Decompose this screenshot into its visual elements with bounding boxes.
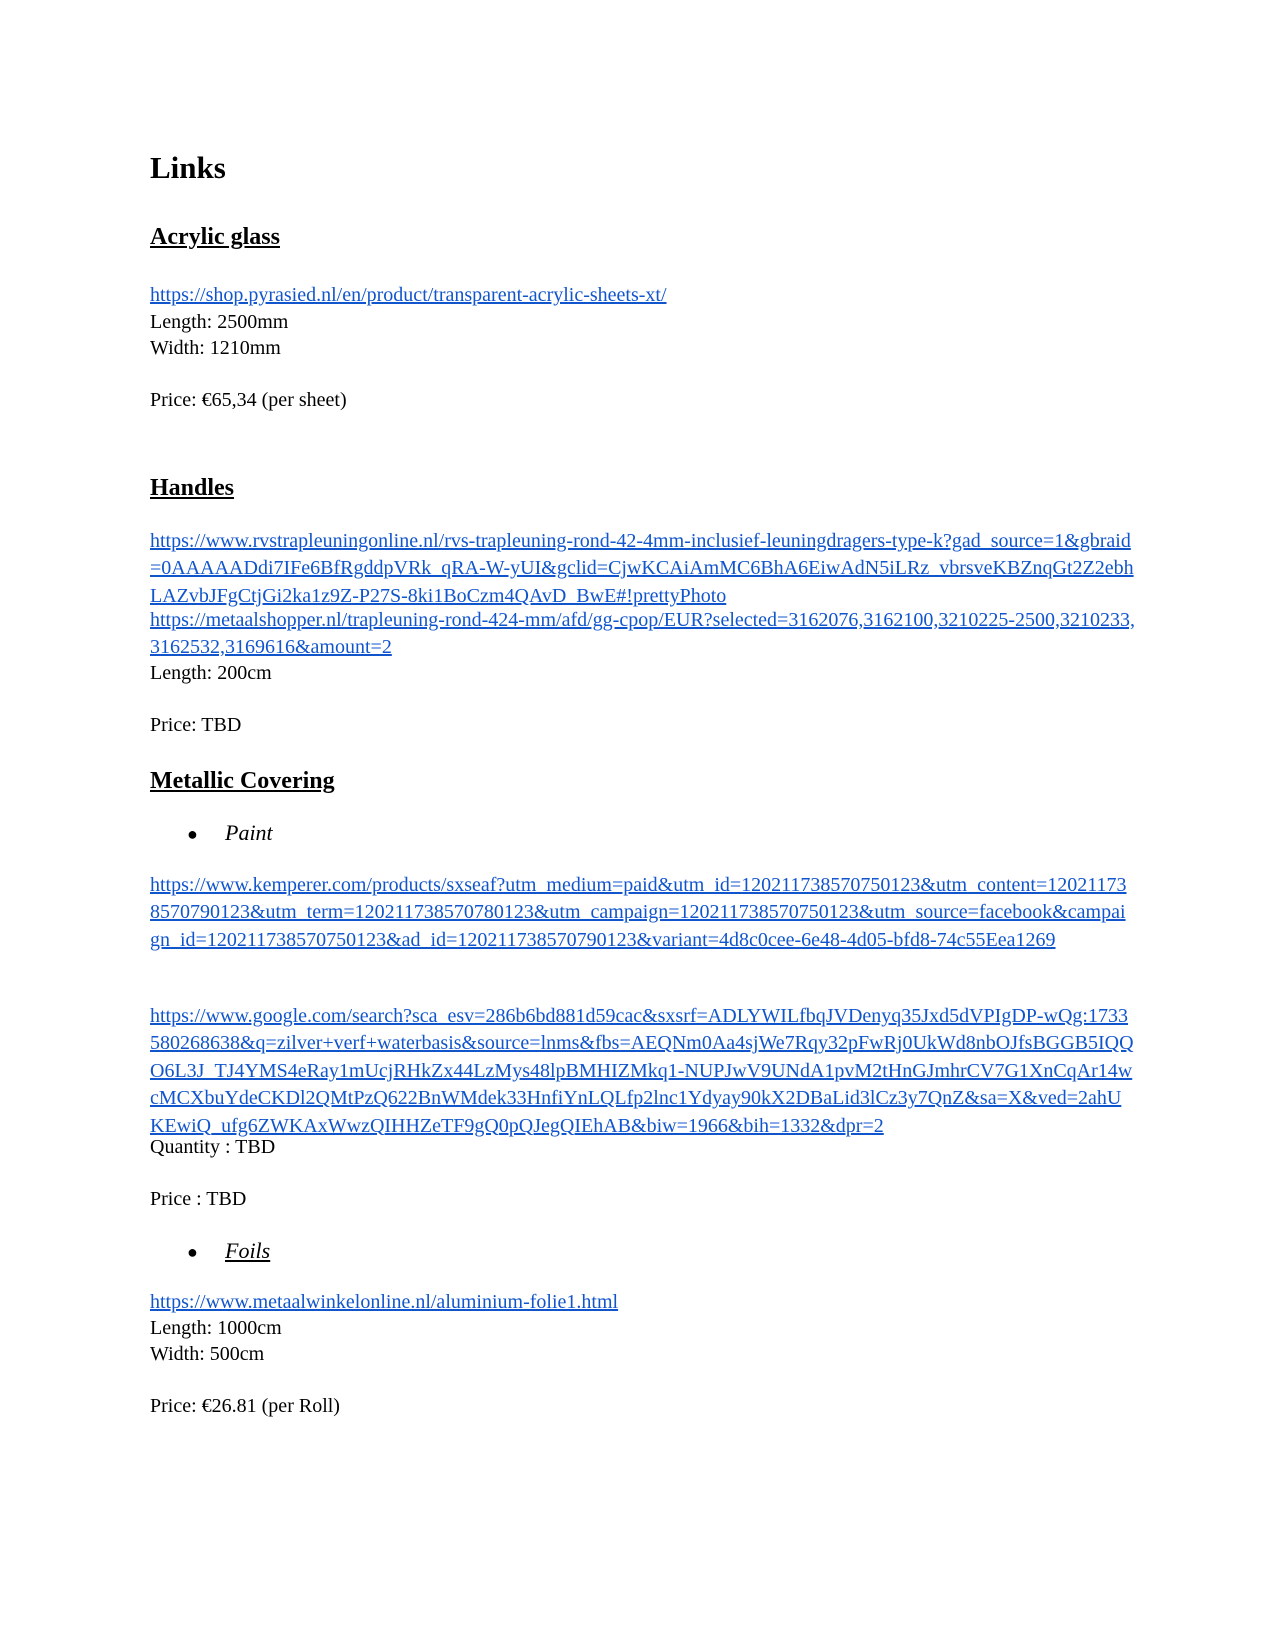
- handles-length: Length: 200cm: [150, 662, 272, 684]
- bullet-foils-label: Foils: [225, 1238, 271, 1263]
- paint-price: Price : TBD: [150, 1188, 247, 1210]
- paint-quantity: Quantity : TBD: [150, 1136, 276, 1158]
- foils-length: Length: 1000cm: [150, 1317, 282, 1339]
- foils-link[interactable]: https://www.metaalwinkelonline.nl/aluminium-folie1.html: [150, 1291, 619, 1313]
- bullet-dot-icon: ●: [187, 1242, 198, 1262]
- page-title: Links: [150, 150, 226, 185]
- section-heading-handles: Handles: [150, 475, 235, 501]
- section-heading-acrylic-glass: Acrylic glass: [150, 224, 280, 250]
- bullet-paint-label: Paint: [225, 820, 273, 845]
- bullet-paint: [187, 818, 273, 849]
- section-heading-metallic-covering: Metallic Covering: [150, 768, 335, 794]
- acrylic-glass-width: Width: 1210mm: [150, 337, 281, 359]
- paint-link-1[interactable]: https://www.kemperer.com/products/sxseaf?utm_medium=paid&utm_id=120211738570750123&utm_content=120211738570790123&utm_term=120211738570780123&utm_campaign=120211738570750123&utm_source=facebook&campaign_id=120211738570750123&ad_id=120211738570790123&variant=4d8c0cee-6e48-4d05-bfd8-74c55Eea1269: [150, 874, 1127, 951]
- bullet-foils: [187, 1236, 270, 1267]
- paint-link-2[interactable]: https://www.google.com/search?sca_esv=286b6bd881d59cac&sxsrf=ADLYWILfbqJVDenyq35Jxd5dVPIgDP-wQg:1733580268638&q=zilver+verf+waterbasis&source=lnms&fbs=AEQNm0Aa4sjWe7Rqy32pFwRj0UkWd8nbOJfsBGGB5IQQO6L3J_TJ4YMS4eRay1mUcjRHkZx44LzMys48lpBMHIZMkq1-NUPJwV9UNdA1pvM2tHnGJmhrCV7G1XnCqAr14wcMCXbuYdeCKDl2QMtPzQ622BnWMdek33HnfiYnLQLfp2lnc1Ydyay90kX2DBaLid3lCz3y7QnZ&sa=X&ved=2ahUKEwiQ_ufg6ZWKAxWwzQIHHZeTF9gQ0pQJegQIEhAB&biw=1966&bih=1332&dpr=2: [150, 1005, 1134, 1137]
- bullet-dot-icon: ●: [187, 824, 198, 844]
- foils-width: Width: 500cm: [150, 1343, 265, 1365]
- handles-link-1[interactable]: https://www.rvstrapleuningonline.nl/rvs-trapleuning-rond-42-4mm-inclusief-leuningdragers-type-k?gad_source=1&gbraid=0AAAAADdi7IFe6BfRgddpVRk_qRA-W-yUI&gclid=CjwKCAiAmMC6BhA6EiwAdN5iLRz_vbrsveKBZnqGt2Z2ebhLAZvbJFgCtjGi2ka1z9Z-P27S-8ki1BoCzm4QAvD_BwE#!prettyPhoto: [150, 530, 1134, 607]
- handles-price: Price: TBD: [150, 714, 242, 736]
- foils-price: Price: €26.81 (per Roll): [150, 1395, 340, 1417]
- handles-link-2[interactable]: https://metaalshopper.nl/trapleuning-rond-424-mm/afd/gg-cpop/EUR?selected=3162076,3162100,3210225-2500,3210233,3162532,3169616&amount=2: [150, 609, 1135, 659]
- acrylic-glass-link[interactable]: https://shop.pyrasied.nl/en/product/transparent-acrylic-sheets-xt/: [150, 284, 667, 306]
- acrylic-glass-length: Length: 2500mm: [150, 311, 289, 333]
- acrylic-glass-price: Price: €65,34 (per sheet): [150, 389, 347, 411]
